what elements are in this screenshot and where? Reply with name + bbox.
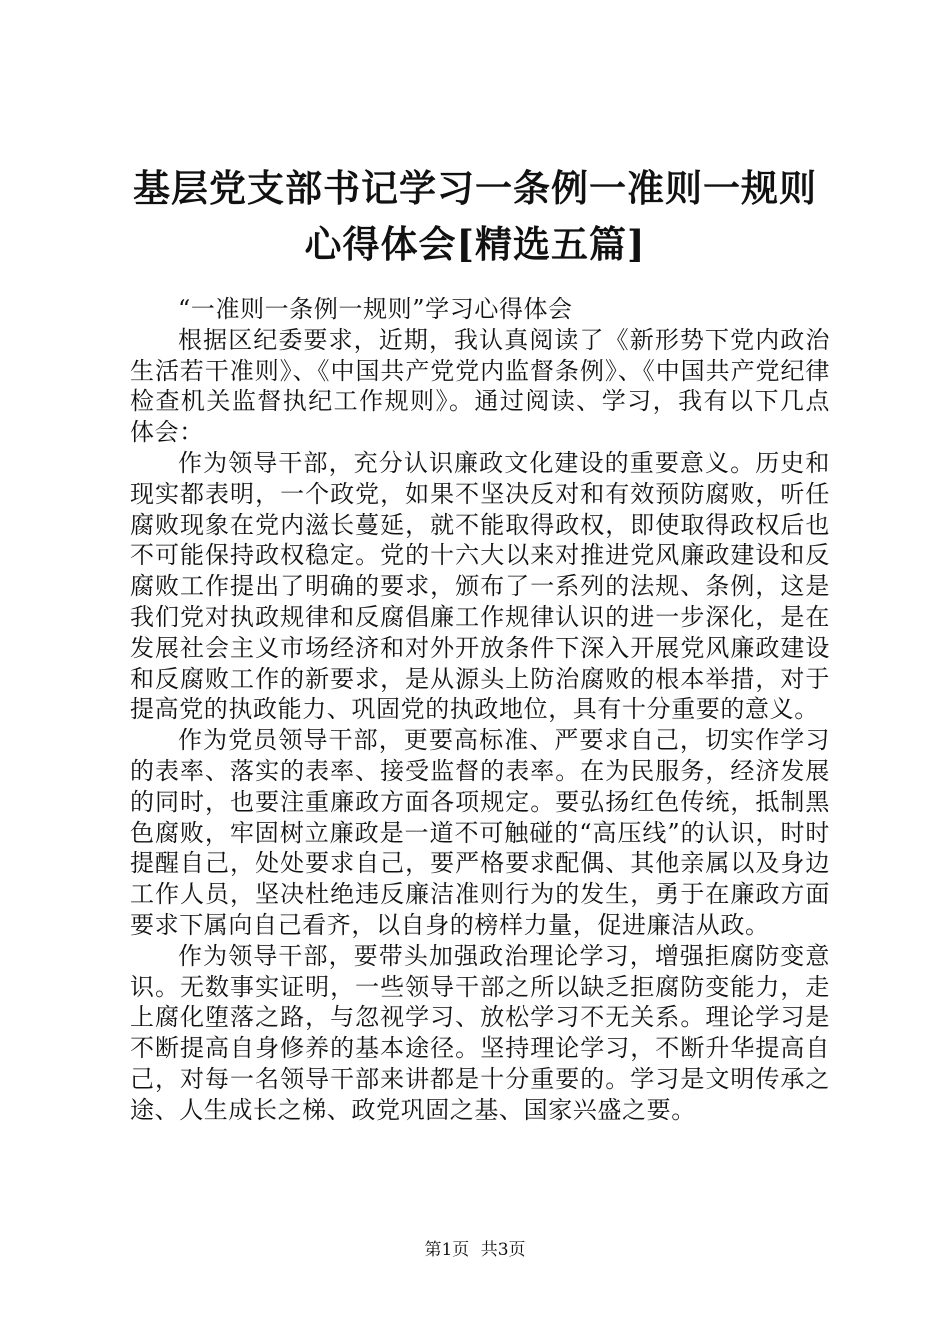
document-subtitle: “一准则一条例一规则”学习心得体会 xyxy=(178,295,573,323)
paragraph-2: 作为领导干部，充分认识廉政文化建设的重要意义。历史和现实都表明，一个政党，如果不坚决反对和有效预防腐败，听任腐败现象在党内滋长蔓延，就不能取得政权，即使取得政权后也不可能保持政权稳定。党的十六大以来对推进党风廉政建设和反腐败工作提出了明确的要求，颁布了一系列的法规、条例，这是我们党对执政规律和反腐倡廉工作规律认识的进一步深化，是在发展社会主义市场经济和对外开放条件下深入开展党风廉政建设和反腐败工作的新要求，是从源头上防治腐败的根本举措，对于提高党的执政能力、巩固党的执政地位，具有十分重要的意义。 xyxy=(130,448,830,724)
page-number: 第1页 xyxy=(424,1240,470,1260)
document-body xyxy=(130,294,830,1126)
paragraph-4: 作为领导干部，要带头加强政治理论学习，增强拒腐防变意识。无数事实证明，一些领导干部之所以缺乏拒腐防变能力，走上腐化堕落之路，与忽视学习、放松学习不无关系。理论学习是不断提高自身修养的基本途径。坚持理论学习，不断升华提高自己，对每一名领导干部来讲都是十分重要的。学习是文明传承之途、人生成长之梯、政党巩固之基、国家兴盛之要。 xyxy=(130,941,830,1124)
page-total: 共3页 xyxy=(480,1240,526,1260)
paragraph-1: 根据区纪委要求，近期，我认真阅读了《新形势下党内政治生活若干准则》、《中国共产党党内监督条例》、《中国共产党纪律检查机关监督执纪工作规则》。通过阅读、学习，我有以下几点体会： xyxy=(130,325,830,447)
page-footer xyxy=(0,1238,950,1262)
paragraph-3: 作为党员领导干部，更要高标准、严要求自己，切实作学习的表率、落实的表率、接受监督的表率。在为民服务，经济发展的同时，也要注重廉政方面各项规定。要弘扬红色传统，抵制黑色腐败，牢固树立廉政是一道不可触碰的“高压线”的认识，时时提醒自己，处处要求自己，要严格要求配偶、其他亲属以及身边工作人员，坚决杜绝违反廉洁准则行为的发生，勇于在廉政方面要求下属向自己看齐，以自身的榜样力量，促进廉洁从政。 xyxy=(130,726,830,939)
document-title: 基层党支部书记学习一条例一准则一规则心得体会[精选五篇] xyxy=(133,166,817,266)
